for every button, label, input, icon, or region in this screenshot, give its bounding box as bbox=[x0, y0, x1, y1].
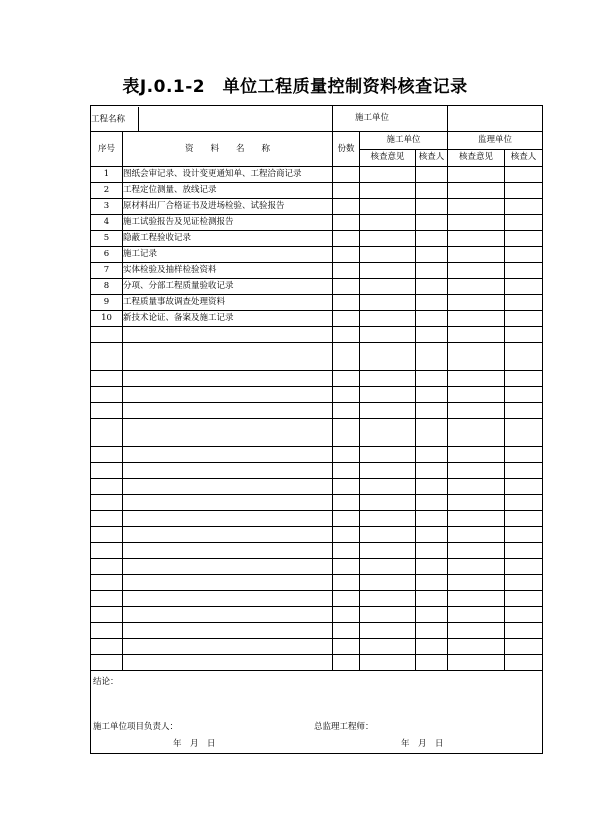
construction-unit-value[interactable] bbox=[448, 106, 543, 132]
row-cell-c-checker[interactable] bbox=[416, 511, 448, 527]
row-cell-copies[interactable] bbox=[333, 371, 360, 387]
row-cell-c-checker[interactable] bbox=[416, 655, 448, 671]
row-cell-c-checker[interactable] bbox=[416, 607, 448, 623]
row-cell-copies[interactable] bbox=[333, 167, 360, 183]
row-cell-s-checker[interactable] bbox=[505, 591, 543, 607]
supervision-check-opinion-header: 核查意见 bbox=[448, 149, 505, 167]
row-cell-s-checker[interactable] bbox=[505, 447, 543, 463]
row-cell-s-checker[interactable] bbox=[505, 463, 543, 479]
row-cell-s-opinion[interactable] bbox=[448, 371, 505, 387]
row-cell-s-checker[interactable] bbox=[505, 279, 543, 295]
date-right: 年 月 日 bbox=[401, 739, 444, 749]
row-cell-s-opinion[interactable] bbox=[448, 419, 505, 447]
row-cell-name: 实体检验及抽样检验资料 bbox=[123, 263, 333, 279]
row-cell-seq[interactable] bbox=[91, 575, 123, 591]
row-cell-copies[interactable] bbox=[333, 199, 360, 215]
row-cell-copies[interactable] bbox=[333, 655, 360, 671]
row-cell-s-opinion[interactable] bbox=[448, 311, 505, 327]
row-cell-s-opinion[interactable] bbox=[448, 199, 505, 215]
row-cell-copies[interactable] bbox=[333, 311, 360, 327]
row-cell-s-checker[interactable] bbox=[505, 575, 543, 591]
row-cell-name: 工程质量事故调查处理资料 bbox=[123, 295, 333, 311]
table-row bbox=[91, 655, 543, 671]
row-cell-c-checker[interactable] bbox=[416, 247, 448, 263]
row-cell-s-checker[interactable] bbox=[505, 199, 543, 215]
row-cell-s-checker[interactable] bbox=[505, 387, 543, 403]
row-cell-seq: 5 bbox=[91, 231, 123, 247]
row-cell-name[interactable] bbox=[123, 511, 333, 527]
construction-unit-header: 施工单位 bbox=[360, 132, 448, 150]
inspection-record-table bbox=[90, 105, 543, 754]
row-cell-c-checker[interactable] bbox=[416, 387, 448, 403]
row-cell-seq[interactable] bbox=[91, 447, 123, 463]
row-cell-name[interactable] bbox=[123, 543, 333, 559]
row-cell-seq[interactable] bbox=[91, 479, 123, 495]
row-cell-name[interactable] bbox=[123, 479, 333, 495]
row-cell-s-opinion[interactable] bbox=[448, 167, 505, 183]
table-row bbox=[91, 247, 543, 263]
row-cell-copies[interactable] bbox=[333, 343, 360, 371]
row-cell-s-opinion[interactable] bbox=[448, 495, 505, 511]
row-cell-name: 施工试验报告及见证检测报告 bbox=[123, 215, 333, 231]
row-cell-seq: 3 bbox=[91, 199, 123, 215]
row-cell-s-opinion[interactable] bbox=[448, 215, 505, 231]
row-cell-seq[interactable] bbox=[91, 543, 123, 559]
supervision-checker-header: 核查人 bbox=[505, 149, 543, 167]
row-cell-c-checker[interactable] bbox=[416, 559, 448, 575]
row-cell-name[interactable] bbox=[123, 447, 333, 463]
row-cell-name[interactable] bbox=[123, 655, 333, 671]
row-cell-seq: 4 bbox=[91, 215, 123, 231]
row-cell-copies[interactable] bbox=[333, 403, 360, 419]
row-cell-s-checker[interactable] bbox=[505, 343, 543, 371]
row-cell-c-opinion[interactable] bbox=[360, 511, 416, 527]
date-left: 年 月 日 bbox=[173, 739, 216, 749]
row-cell-s-checker[interactable] bbox=[505, 247, 543, 263]
table-row bbox=[91, 527, 543, 543]
row-cell-c-checker[interactable] bbox=[416, 215, 448, 231]
row-cell-s-checker[interactable] bbox=[505, 231, 543, 247]
row-cell-c-opinion[interactable] bbox=[360, 559, 416, 575]
row-cell-c-opinion[interactable] bbox=[360, 167, 416, 183]
row-cell-seq[interactable] bbox=[91, 403, 123, 419]
row-cell-c-checker[interactable] bbox=[416, 527, 448, 543]
table-row bbox=[91, 215, 543, 231]
row-cell-name[interactable] bbox=[123, 327, 333, 343]
row-cell-s-opinion[interactable] bbox=[448, 655, 505, 671]
table-row bbox=[91, 403, 543, 419]
row-cell-seq[interactable] bbox=[91, 655, 123, 671]
row-cell-name[interactable] bbox=[123, 607, 333, 623]
row-cell-name[interactable] bbox=[123, 419, 333, 447]
row-cell-name[interactable] bbox=[123, 463, 333, 479]
row-cell-c-opinion[interactable] bbox=[360, 403, 416, 419]
row-cell-copies[interactable] bbox=[333, 327, 360, 343]
page-title: 表J.0.1-2 单位工程质量控制资料核查记录 bbox=[122, 77, 468, 97]
row-cell-s-opinion[interactable] bbox=[448, 327, 505, 343]
row-cell-c-opinion[interactable] bbox=[360, 527, 416, 543]
row-cell-copies[interactable] bbox=[333, 527, 360, 543]
row-cell-s-opinion[interactable] bbox=[448, 463, 505, 479]
row-cell-c-checker[interactable] bbox=[416, 279, 448, 295]
table-row bbox=[91, 387, 543, 403]
row-cell-copies[interactable] bbox=[333, 387, 360, 403]
row-cell-s-checker[interactable] bbox=[505, 607, 543, 623]
table-row bbox=[91, 199, 543, 215]
row-cell-name[interactable] bbox=[123, 591, 333, 607]
table-row bbox=[91, 263, 543, 279]
row-cell-s-opinion[interactable] bbox=[448, 231, 505, 247]
seq-header: 序号 bbox=[91, 132, 123, 167]
row-cell-s-opinion[interactable] bbox=[448, 343, 505, 371]
row-cell-seq: 1 bbox=[91, 167, 123, 183]
row-cell-c-opinion[interactable] bbox=[360, 543, 416, 559]
row-cell-copies[interactable] bbox=[333, 215, 360, 231]
table-row bbox=[91, 479, 543, 495]
project-name-value[interactable] bbox=[138, 107, 159, 131]
row-cell-copies[interactable] bbox=[333, 495, 360, 511]
table-row bbox=[91, 575, 543, 591]
row-cell-c-opinion[interactable] bbox=[360, 419, 416, 447]
row-cell-c-opinion[interactable] bbox=[360, 607, 416, 623]
table-row bbox=[91, 419, 543, 447]
table-row bbox=[91, 559, 543, 575]
row-cell-s-opinion[interactable] bbox=[448, 247, 505, 263]
table-row bbox=[91, 279, 543, 295]
row-cell-name[interactable] bbox=[123, 623, 333, 639]
row-cell-c-checker[interactable] bbox=[416, 623, 448, 639]
row-cell-s-opinion[interactable] bbox=[448, 447, 505, 463]
row-cell-seq[interactable] bbox=[91, 607, 123, 623]
row-cell-c-checker[interactable] bbox=[416, 343, 448, 371]
table-row bbox=[91, 591, 543, 607]
row-cell-c-checker[interactable] bbox=[416, 543, 448, 559]
row-cell-seq[interactable] bbox=[91, 559, 123, 575]
row-cell-s-checker[interactable] bbox=[505, 655, 543, 671]
row-cell-name: 分项、分部工程质量验收记录 bbox=[123, 279, 333, 295]
row-cell-s-checker[interactable] bbox=[505, 403, 543, 419]
row-cell-c-opinion[interactable] bbox=[360, 327, 416, 343]
construction-manager-label: 施工单位项目负责人： bbox=[93, 722, 179, 732]
supervision-unit-header: 监理单位 bbox=[448, 132, 543, 150]
row-cell-seq[interactable] bbox=[91, 527, 123, 543]
row-cell-s-checker[interactable] bbox=[505, 479, 543, 495]
table-row bbox=[91, 463, 543, 479]
row-cell-s-opinion[interactable] bbox=[448, 263, 505, 279]
row-cell-s-checker[interactable] bbox=[505, 495, 543, 511]
row-cell-name: 图纸会审记录、设计变更通知单、工程洽商记录 bbox=[123, 167, 333, 183]
row-cell-seq[interactable] bbox=[91, 623, 123, 639]
table-row bbox=[91, 231, 543, 247]
row-cell-c-opinion[interactable] bbox=[360, 575, 416, 591]
row-cell-c-opinion[interactable] bbox=[360, 591, 416, 607]
row-cell-seq[interactable] bbox=[91, 639, 123, 655]
row-cell-c-checker[interactable] bbox=[416, 419, 448, 447]
row-cell-copies[interactable] bbox=[333, 447, 360, 463]
row-cell-seq[interactable] bbox=[91, 419, 123, 447]
row-cell-c-checker[interactable] bbox=[416, 403, 448, 419]
row-cell-s-opinion[interactable] bbox=[448, 387, 505, 403]
table-row bbox=[91, 371, 543, 387]
row-cell-c-checker[interactable] bbox=[416, 371, 448, 387]
row-cell-c-checker[interactable] bbox=[416, 311, 448, 327]
row-cell-seq: 2 bbox=[91, 183, 123, 199]
row-cell-c-checker[interactable] bbox=[416, 295, 448, 311]
row-cell-c-opinion[interactable] bbox=[360, 387, 416, 403]
row-cell-copies[interactable] bbox=[333, 511, 360, 527]
row-cell-c-checker[interactable] bbox=[416, 263, 448, 279]
table-row bbox=[91, 543, 543, 559]
construction-unit-label: 施工单位 bbox=[355, 113, 390, 123]
row-cell-c-opinion[interactable] bbox=[360, 183, 416, 199]
row-cell-c-opinion[interactable] bbox=[360, 479, 416, 495]
chief-supervisor-label: 总监理工程师： bbox=[314, 722, 374, 732]
row-cell-s-checker[interactable] bbox=[505, 327, 543, 343]
row-cell-c-opinion[interactable] bbox=[360, 495, 416, 511]
row-cell-c-opinion[interactable] bbox=[360, 343, 416, 371]
row-cell-s-opinion[interactable] bbox=[448, 623, 505, 639]
copies-header: 份数 bbox=[333, 132, 360, 167]
row-cell-c-checker[interactable] bbox=[416, 639, 448, 655]
table-row bbox=[91, 295, 543, 311]
row-cell-seq[interactable] bbox=[91, 371, 123, 387]
row-cell-s-opinion[interactable] bbox=[448, 479, 505, 495]
row-cell-s-checker[interactable] bbox=[505, 167, 543, 183]
row-cell-name[interactable] bbox=[123, 639, 333, 655]
row-cell-s-opinion[interactable] bbox=[448, 591, 505, 607]
row-cell-c-checker[interactable] bbox=[416, 447, 448, 463]
row-cell-s-opinion[interactable] bbox=[448, 183, 505, 199]
row-cell-s-opinion[interactable] bbox=[448, 279, 505, 295]
row-cell-seq: 8 bbox=[91, 279, 123, 295]
row-cell-seq[interactable] bbox=[91, 495, 123, 511]
row-cell-copies[interactable] bbox=[333, 559, 360, 575]
row-cell-c-checker[interactable] bbox=[416, 575, 448, 591]
row-cell-s-checker[interactable] bbox=[505, 527, 543, 543]
row-cell-copies[interactable] bbox=[333, 183, 360, 199]
project-name-cell bbox=[91, 106, 333, 132]
row-cell-c-opinion[interactable] bbox=[360, 623, 416, 639]
row-cell-name[interactable] bbox=[123, 387, 333, 403]
row-cell-name: 工程定位测量、放线记录 bbox=[123, 183, 333, 199]
row-cell-copies[interactable] bbox=[333, 543, 360, 559]
row-cell-c-checker[interactable] bbox=[416, 183, 448, 199]
row-cell-c-checker[interactable] bbox=[416, 167, 448, 183]
table-row bbox=[91, 447, 543, 463]
construction-checker-header: 核查人 bbox=[416, 149, 448, 167]
row-cell-c-checker[interactable] bbox=[416, 231, 448, 247]
row-cell-s-opinion[interactable] bbox=[448, 607, 505, 623]
row-cell-seq: 6 bbox=[91, 247, 123, 263]
row-cell-name[interactable] bbox=[123, 527, 333, 543]
row-cell-seq: 10 bbox=[91, 311, 123, 327]
row-cell-s-checker[interactable] bbox=[505, 215, 543, 231]
row-cell-name: 施工记录 bbox=[123, 247, 333, 263]
row-cell-name[interactable] bbox=[123, 495, 333, 511]
row-cell-name[interactable] bbox=[123, 403, 333, 419]
row-cell-c-opinion[interactable] bbox=[360, 655, 416, 671]
row-cell-name[interactable] bbox=[123, 575, 333, 591]
doc-name-header: 资 料 名 称 bbox=[123, 132, 333, 167]
row-cell-name: 隐蔽工程验收记录 bbox=[123, 231, 333, 247]
row-cell-name: 原材料出厂合格证书及进场检验、试验报告 bbox=[123, 199, 333, 215]
construction-unit-cell bbox=[333, 106, 448, 132]
row-cell-copies[interactable] bbox=[333, 623, 360, 639]
footer-row bbox=[91, 671, 543, 754]
row-cell-s-opinion[interactable] bbox=[448, 403, 505, 419]
row-cell-c-opinion[interactable] bbox=[360, 247, 416, 263]
row-cell-s-checker[interactable] bbox=[505, 263, 543, 279]
row-cell-s-opinion[interactable] bbox=[448, 559, 505, 575]
row-cell-c-opinion[interactable] bbox=[360, 199, 416, 215]
row-cell-copies[interactable] bbox=[333, 575, 360, 591]
row-cell-s-checker[interactable] bbox=[505, 371, 543, 387]
row-cell-s-checker[interactable] bbox=[505, 295, 543, 311]
row-cell-c-checker[interactable] bbox=[416, 495, 448, 511]
row-cell-copies[interactable] bbox=[333, 247, 360, 263]
row-cell-seq[interactable] bbox=[91, 343, 123, 371]
row-cell-c-opinion[interactable] bbox=[360, 215, 416, 231]
row-cell-copies[interactable] bbox=[333, 295, 360, 311]
row-cell-s-opinion[interactable] bbox=[448, 527, 505, 543]
row-cell-c-opinion[interactable] bbox=[360, 463, 416, 479]
row-cell-s-checker[interactable] bbox=[505, 639, 543, 655]
row-cell-seq: 7 bbox=[91, 263, 123, 279]
row-cell-copies[interactable] bbox=[333, 479, 360, 495]
row-cell-s-opinion[interactable] bbox=[448, 639, 505, 655]
table-row bbox=[91, 183, 543, 199]
row-cell-c-checker[interactable] bbox=[416, 327, 448, 343]
row-cell-c-opinion[interactable] bbox=[360, 263, 416, 279]
row-cell-c-opinion[interactable] bbox=[360, 295, 416, 311]
row-cell-c-opinion[interactable] bbox=[360, 447, 416, 463]
table-row bbox=[91, 639, 543, 655]
row-cell-c-opinion[interactable] bbox=[360, 639, 416, 655]
row-cell-s-opinion[interactable] bbox=[448, 543, 505, 559]
row-cell-c-opinion[interactable] bbox=[360, 311, 416, 327]
conclusion-label: 结论： bbox=[93, 677, 119, 687]
row-cell-name[interactable] bbox=[123, 559, 333, 575]
row-cell-name[interactable] bbox=[123, 343, 333, 371]
row-cell-copies[interactable] bbox=[333, 463, 360, 479]
row-cell-c-checker[interactable] bbox=[416, 463, 448, 479]
row-cell-s-checker[interactable] bbox=[505, 511, 543, 527]
row-cell-c-checker[interactable] bbox=[416, 591, 448, 607]
row-cell-c-checker[interactable] bbox=[416, 199, 448, 215]
row-cell-s-opinion[interactable] bbox=[448, 295, 505, 311]
row-cell-c-opinion[interactable] bbox=[360, 231, 416, 247]
row-cell-s-checker[interactable] bbox=[505, 543, 543, 559]
table-row bbox=[91, 311, 543, 327]
row-cell-s-checker[interactable] bbox=[505, 419, 543, 447]
row-cell-copies[interactable] bbox=[333, 639, 360, 655]
conclusion-cell[interactable] bbox=[91, 671, 543, 754]
row-cell-c-opinion[interactable] bbox=[360, 279, 416, 295]
row-cell-seq[interactable] bbox=[91, 327, 123, 343]
table-row bbox=[91, 511, 543, 527]
row-cell-copies[interactable] bbox=[333, 231, 360, 247]
row-cell-s-checker[interactable] bbox=[505, 311, 543, 327]
row-cell-seq: 9 bbox=[91, 295, 123, 311]
row-cell-copies[interactable] bbox=[333, 263, 360, 279]
table-row bbox=[91, 495, 543, 511]
row-cell-name[interactable] bbox=[123, 371, 333, 387]
row-cell-seq[interactable] bbox=[91, 387, 123, 403]
project-name-label: 工程名称 bbox=[91, 114, 126, 124]
table-row bbox=[91, 343, 543, 371]
table-row bbox=[91, 327, 543, 343]
row-cell-s-opinion[interactable] bbox=[448, 511, 505, 527]
row-cell-seq[interactable] bbox=[91, 591, 123, 607]
construction-check-opinion-header: 核查意见 bbox=[360, 149, 416, 167]
table-row bbox=[91, 623, 543, 639]
table-row bbox=[91, 607, 543, 623]
row-cell-copies[interactable] bbox=[333, 591, 360, 607]
row-cell-copies[interactable] bbox=[333, 419, 360, 447]
row-cell-s-checker[interactable] bbox=[505, 183, 543, 199]
table-row bbox=[91, 167, 543, 183]
row-cell-s-opinion[interactable] bbox=[448, 575, 505, 591]
row-cell-seq[interactable] bbox=[91, 463, 123, 479]
row-cell-s-checker[interactable] bbox=[505, 559, 543, 575]
row-cell-copies[interactable] bbox=[333, 607, 360, 623]
row-cell-name: 新技术论证、备案及施工记录 bbox=[123, 311, 333, 327]
row-cell-c-checker[interactable] bbox=[416, 479, 448, 495]
row-cell-c-opinion[interactable] bbox=[360, 371, 416, 387]
row-cell-copies[interactable] bbox=[333, 279, 360, 295]
row-cell-s-checker[interactable] bbox=[505, 623, 543, 639]
row-cell-seq[interactable] bbox=[91, 511, 123, 527]
